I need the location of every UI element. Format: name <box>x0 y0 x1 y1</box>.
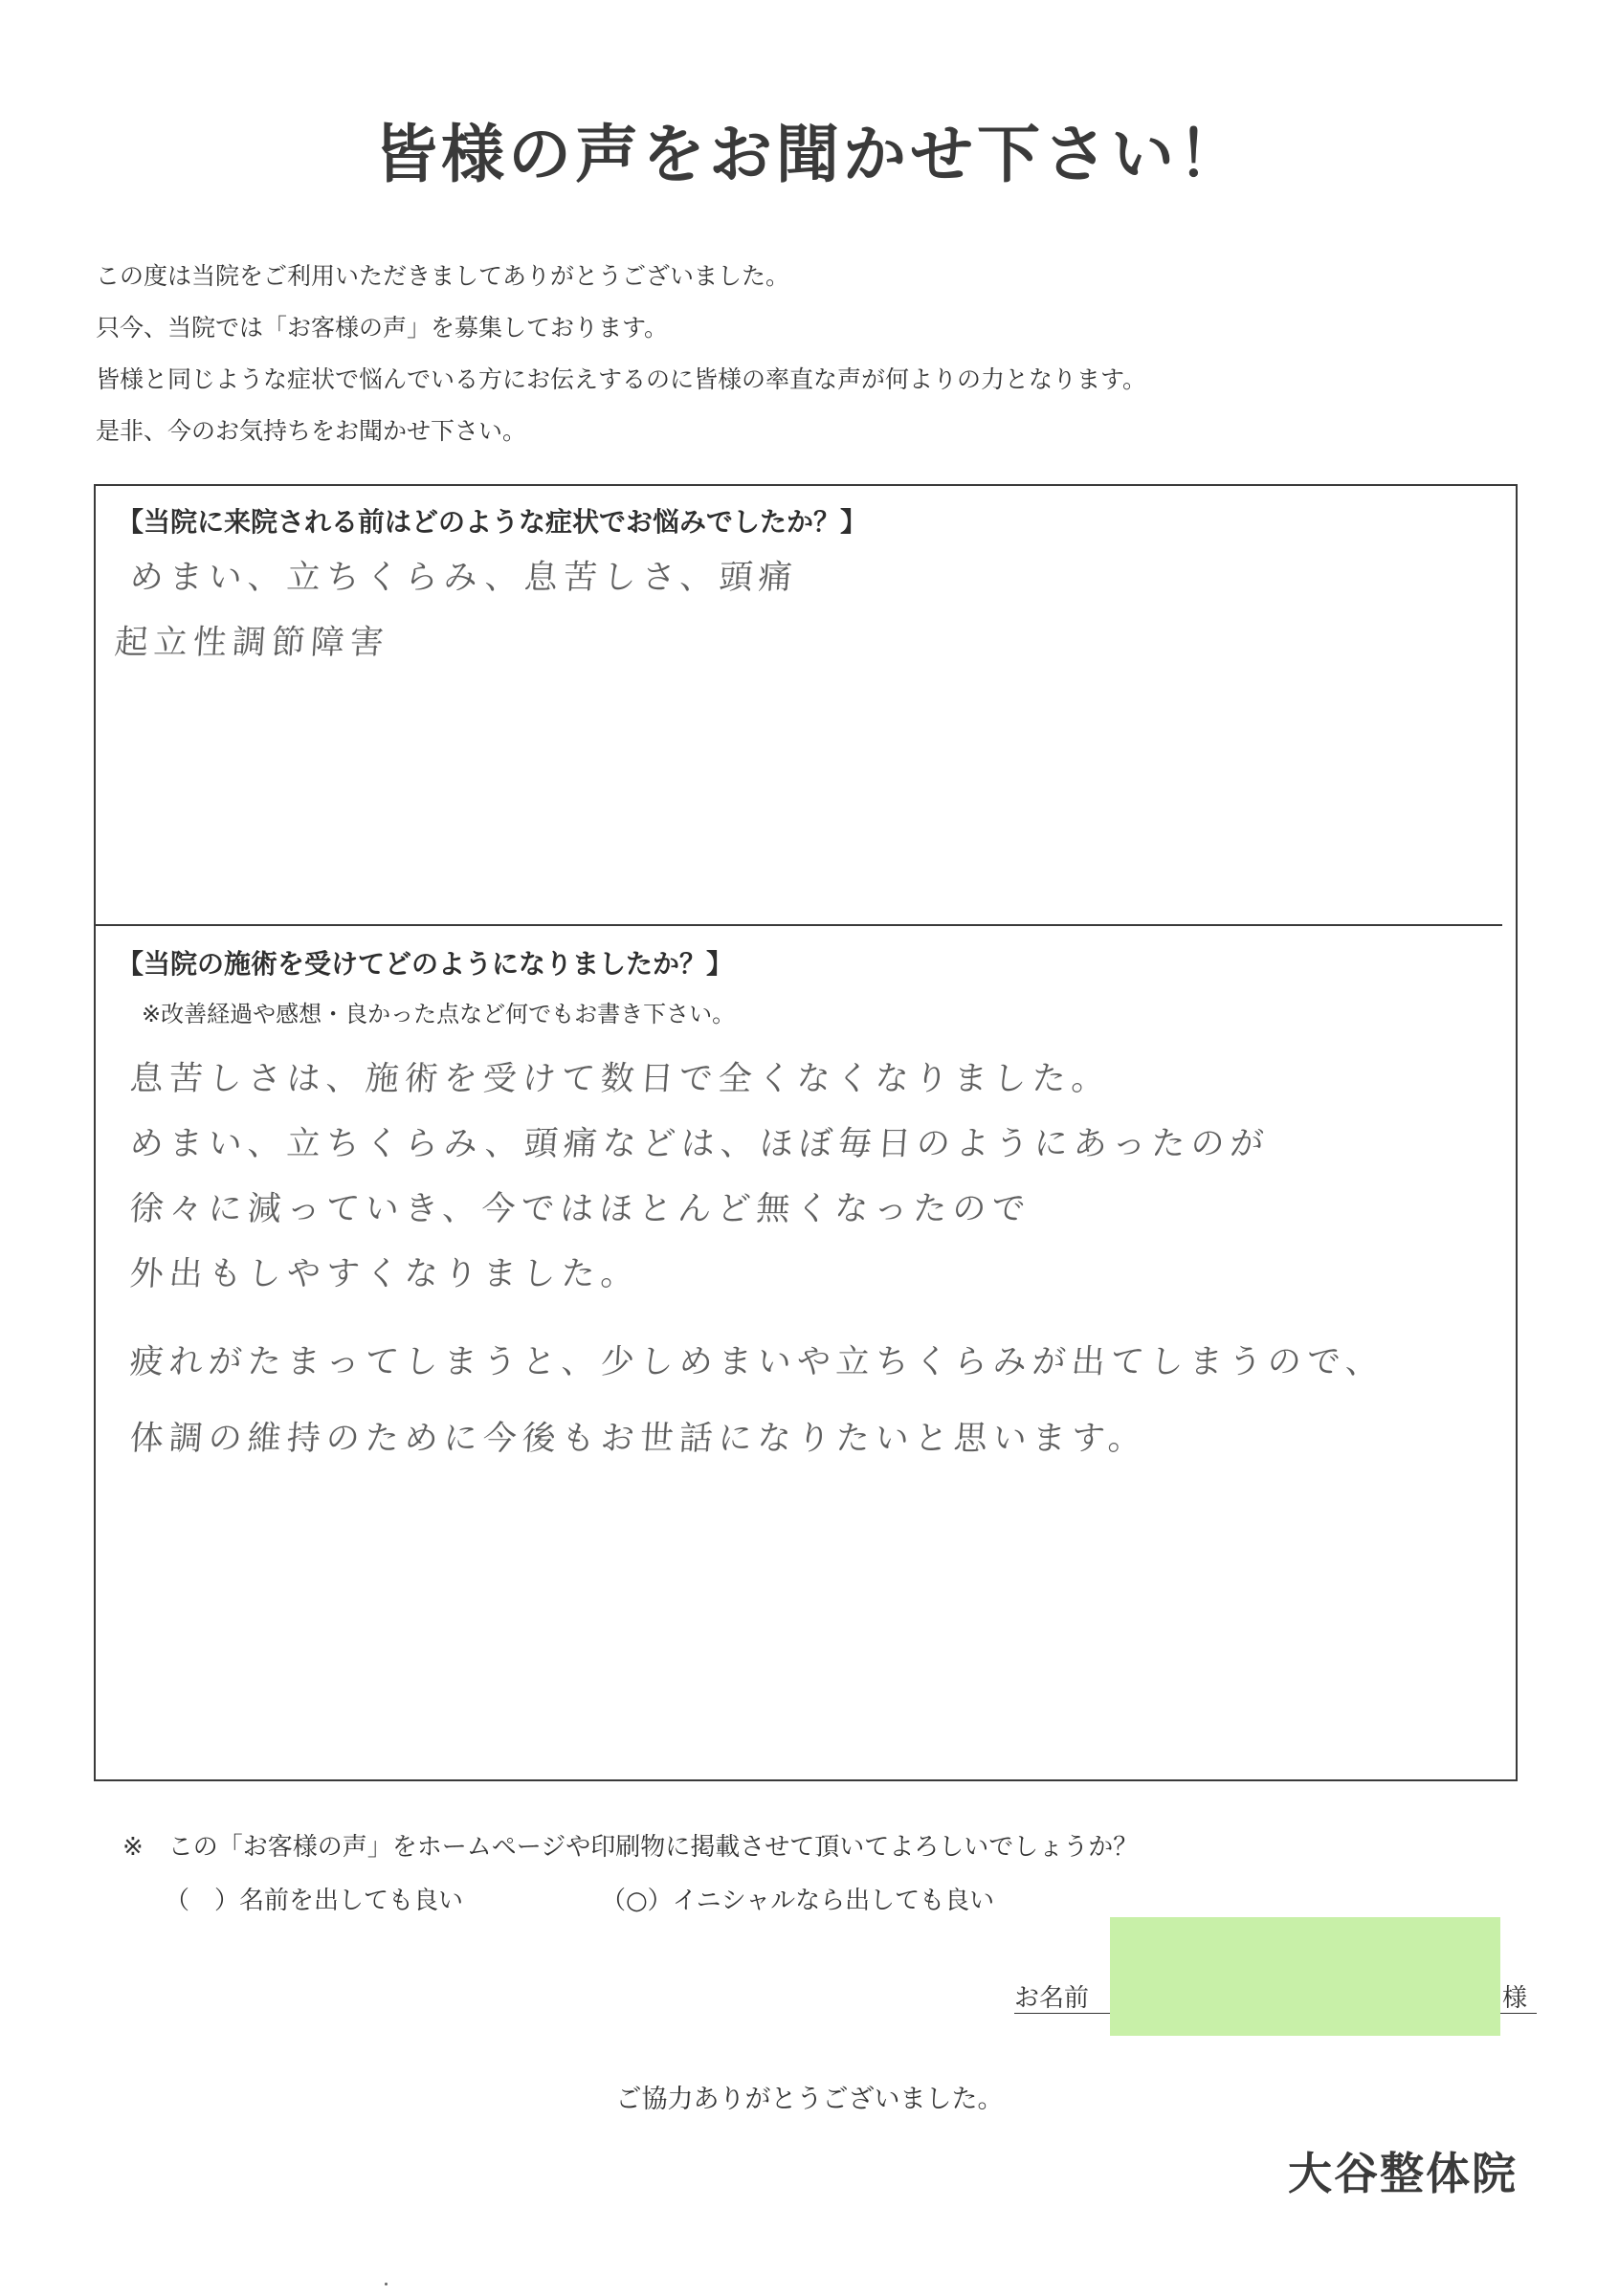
name-suffix: 様 <box>1502 1984 1528 2013</box>
handwritten-answer-line: 外出もしやすくなりました。 <box>128 1255 642 1293</box>
intro-line: この度は当院をご利用いただきましてありがとうございました。 <box>96 262 790 290</box>
consent-question: ※ この「お客様の声」をホームページや印刷物に掲載させて頂いてよろしいでしょうか？ <box>122 1833 1139 1862</box>
consent-option-initial[interactable]: （○）イニシャルなら出しても良い <box>601 1887 995 1915</box>
intro-text <box>96 251 1146 457</box>
intro-line: 只今、当院では「お客様の声」を募集しております。 <box>96 314 669 342</box>
handwritten-answer-line: 疲れがたまってしまうと、少しめまいや立ちくらみが出てしまうので、 <box>128 1343 1386 1381</box>
clinic-name: 大谷整体院 <box>1288 2148 1518 2199</box>
handwritten-answer-line: 体調の維持のために今後もお世話になりたいと思います。 <box>128 1420 1149 1458</box>
thanks-text: ご協力ありがとうございました。 <box>615 2085 1004 2114</box>
intro-line: 皆様と同じような症状で悩んでいる方にお伝えするのに皆様の率直な声が何よりの力となります。 <box>96 365 1147 393</box>
survey-box <box>94 484 1518 1781</box>
handwritten-answer-line: めまい、立ちくらみ、頭痛などは、ほぼ毎日のようにあったのが <box>128 1125 1271 1163</box>
consent-option-name[interactable]: （ ）名前を出しても良い <box>165 1887 464 1915</box>
name-redaction <box>1110 1917 1500 2036</box>
section-divider <box>96 924 1502 926</box>
intro-line: 是非、今のお気持ちをお聞かせ下さい。 <box>96 417 527 445</box>
name-label: お名前 <box>1014 1984 1090 2013</box>
handwritten-answer-line: 息苦しさは、施術を受けて数日で全くなくなりました。 <box>128 1060 1113 1098</box>
question-after: 【当院の施術を受けてどのようになりましたか？】 <box>117 948 734 980</box>
handwritten-answer-line: 徐々に減っていき、今ではほとんど無くなったので <box>128 1190 1032 1228</box>
question-before: 【当院に来院される前はどのような症状でお悩みでしたか？】 <box>117 506 868 538</box>
handwritten-answer-line: 起立性調節障害 <box>113 624 391 662</box>
scan-speck <box>385 2283 388 2285</box>
page-title: 皆様の声をお聞かせ下さい！ <box>374 118 1245 191</box>
question-note: ※改善経過や感想・良かった点など何でもお書き下さい。 <box>142 1001 736 1027</box>
handwritten-answer-line: めまい、立ちくらみ、息苦しさ、頭痛 <box>128 559 799 597</box>
